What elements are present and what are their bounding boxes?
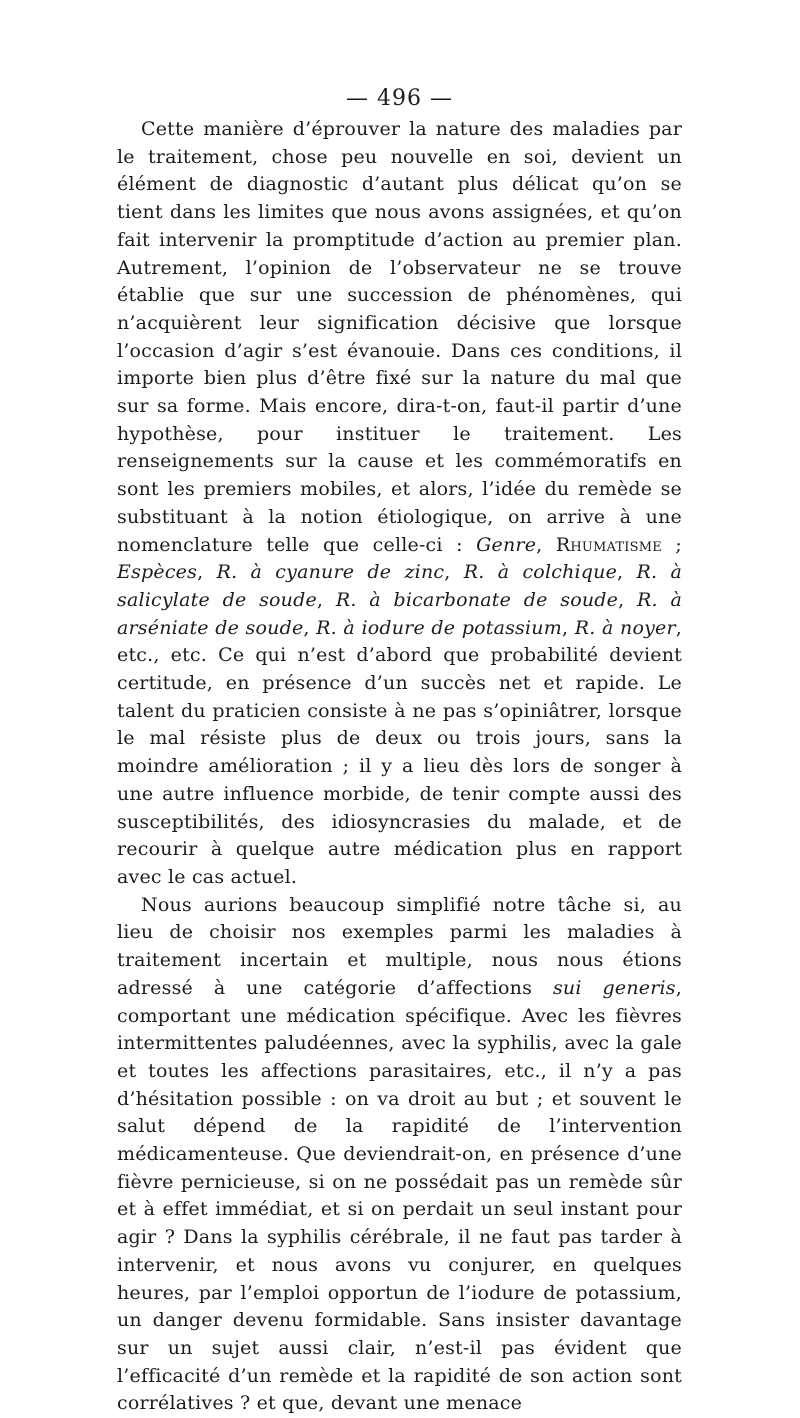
text-segment: ; [661, 533, 682, 556]
text-segment: , [303, 616, 317, 639]
italic-segment: R. à noyer [574, 616, 676, 639]
italic-segment: R. à cyanure de zinc [216, 561, 445, 584]
text-segment: Cette manière d’éprouver la nature des maladies par le traitement, chose peu nouvelle en soi, devient un élément de diagnostic d’autant plus délicat qu’on se tient dans les limites que nous avons assignées, et qu’on fait intervenir la promptitude d’action au premier plan. Autrement, l’opinion de l’observateur ne se trouve établie que sur une succession de phénomènes, qui n’acquièrent leur signification décisive que lorsque l’occasion d’agir s’est évanouie. Dans ces conditions, il importe bien plus d’être fixé sur la nature du mal que sur sa forme. Mais encore, dira-t-on, faut-il partir d’une hypothèse, pour instituer le traitement. Les renseignements sur la cause et les commémoratifs en sont les premiers mobiles, et alors, l’idée du remède se substituant à la notion étiologique, on arrive à une nomenclature telle que celle-ci : [117, 118, 682, 556]
italic-segment: R. à iodure de potassium [316, 616, 562, 639]
italic-segment: R. à arséniate de soude [117, 588, 682, 639]
small-caps-segment: Rhumatisme [555, 533, 662, 556]
text-segment: , [618, 588, 638, 611]
italic-segment: R. à salicylate de soude [117, 561, 683, 611]
italic-segment: Espèces [117, 561, 198, 584]
italic-segment: R. à colchique [463, 561, 618, 584]
text-segment: , [617, 561, 637, 584]
text-segment: , comportant une médication spécifique. Avec les fièvres intermittentes paludéennes, avec la syphilis, avec la gale et toutes les affections parasitaires, etc., il n’y a pas d’hésitation possible : on va droit au but ; et souvent le salut dépend de la rapidité de l’intervention médicamenteuse. Que deviendrait-on, en présence d’une fièvre pernicieuse, si on ne possédait pas un remède sûr et à effet immédiat, et si on perdait un seul instant pour agir ? Dans la syphilis cérébrale, il ne faut pas tarder à intervenir, et nous avons vu conjurer, en quelques heures, par l’emploi opportun de l’iodure de potassium, un danger devenu formidable. Sans insister davantage sur un sujet aussi clair, n’est-il pas évident que l’efficacité d’un remède et la rapidité de son action sont corrélatives ? et que, devant une menace [117, 976, 682, 1415]
text-segment: , [561, 616, 575, 639]
italic-segment: R. à bicarbonate de soude [335, 588, 619, 611]
text-segment: , [316, 588, 336, 611]
book-page [117, 84, 682, 1418]
paragraph-2 [117, 892, 682, 1418]
text-segment: , [197, 561, 217, 584]
page-number: — 496 — [346, 86, 453, 111]
text-segment: Nous aurions beaucoup simplifié notre tâche si, au lieu de choisir nos exemples parmi les maladies à traitement incertain et multiple, nous nous étions adressé à une catégorie d’affections [117, 893, 682, 999]
italic-segment: sui generis [552, 976, 676, 999]
paragraph-1 [117, 116, 682, 892]
text-segment: , [536, 533, 556, 556]
text-segment: , etc., etc. Ce qui n’est d’abord que probabilité devient certitude, en présence d’un succès net et rapide. Le talent du praticien consiste à ne pas s’opiniâtrer, lorsque le mal résiste plus de deux ou trois jours, sans la moindre amélioration ; il y a lieu dès lors de songer à une autre influence morbide, de tenir compte aussi des susceptibilités, des idiosyncrasies du malade, et de recourir à quelque autre médication plus en rapport avec le cas actuel. [117, 616, 683, 888]
text-segment: , [444, 561, 464, 584]
italic-segment: Genre [476, 533, 537, 556]
